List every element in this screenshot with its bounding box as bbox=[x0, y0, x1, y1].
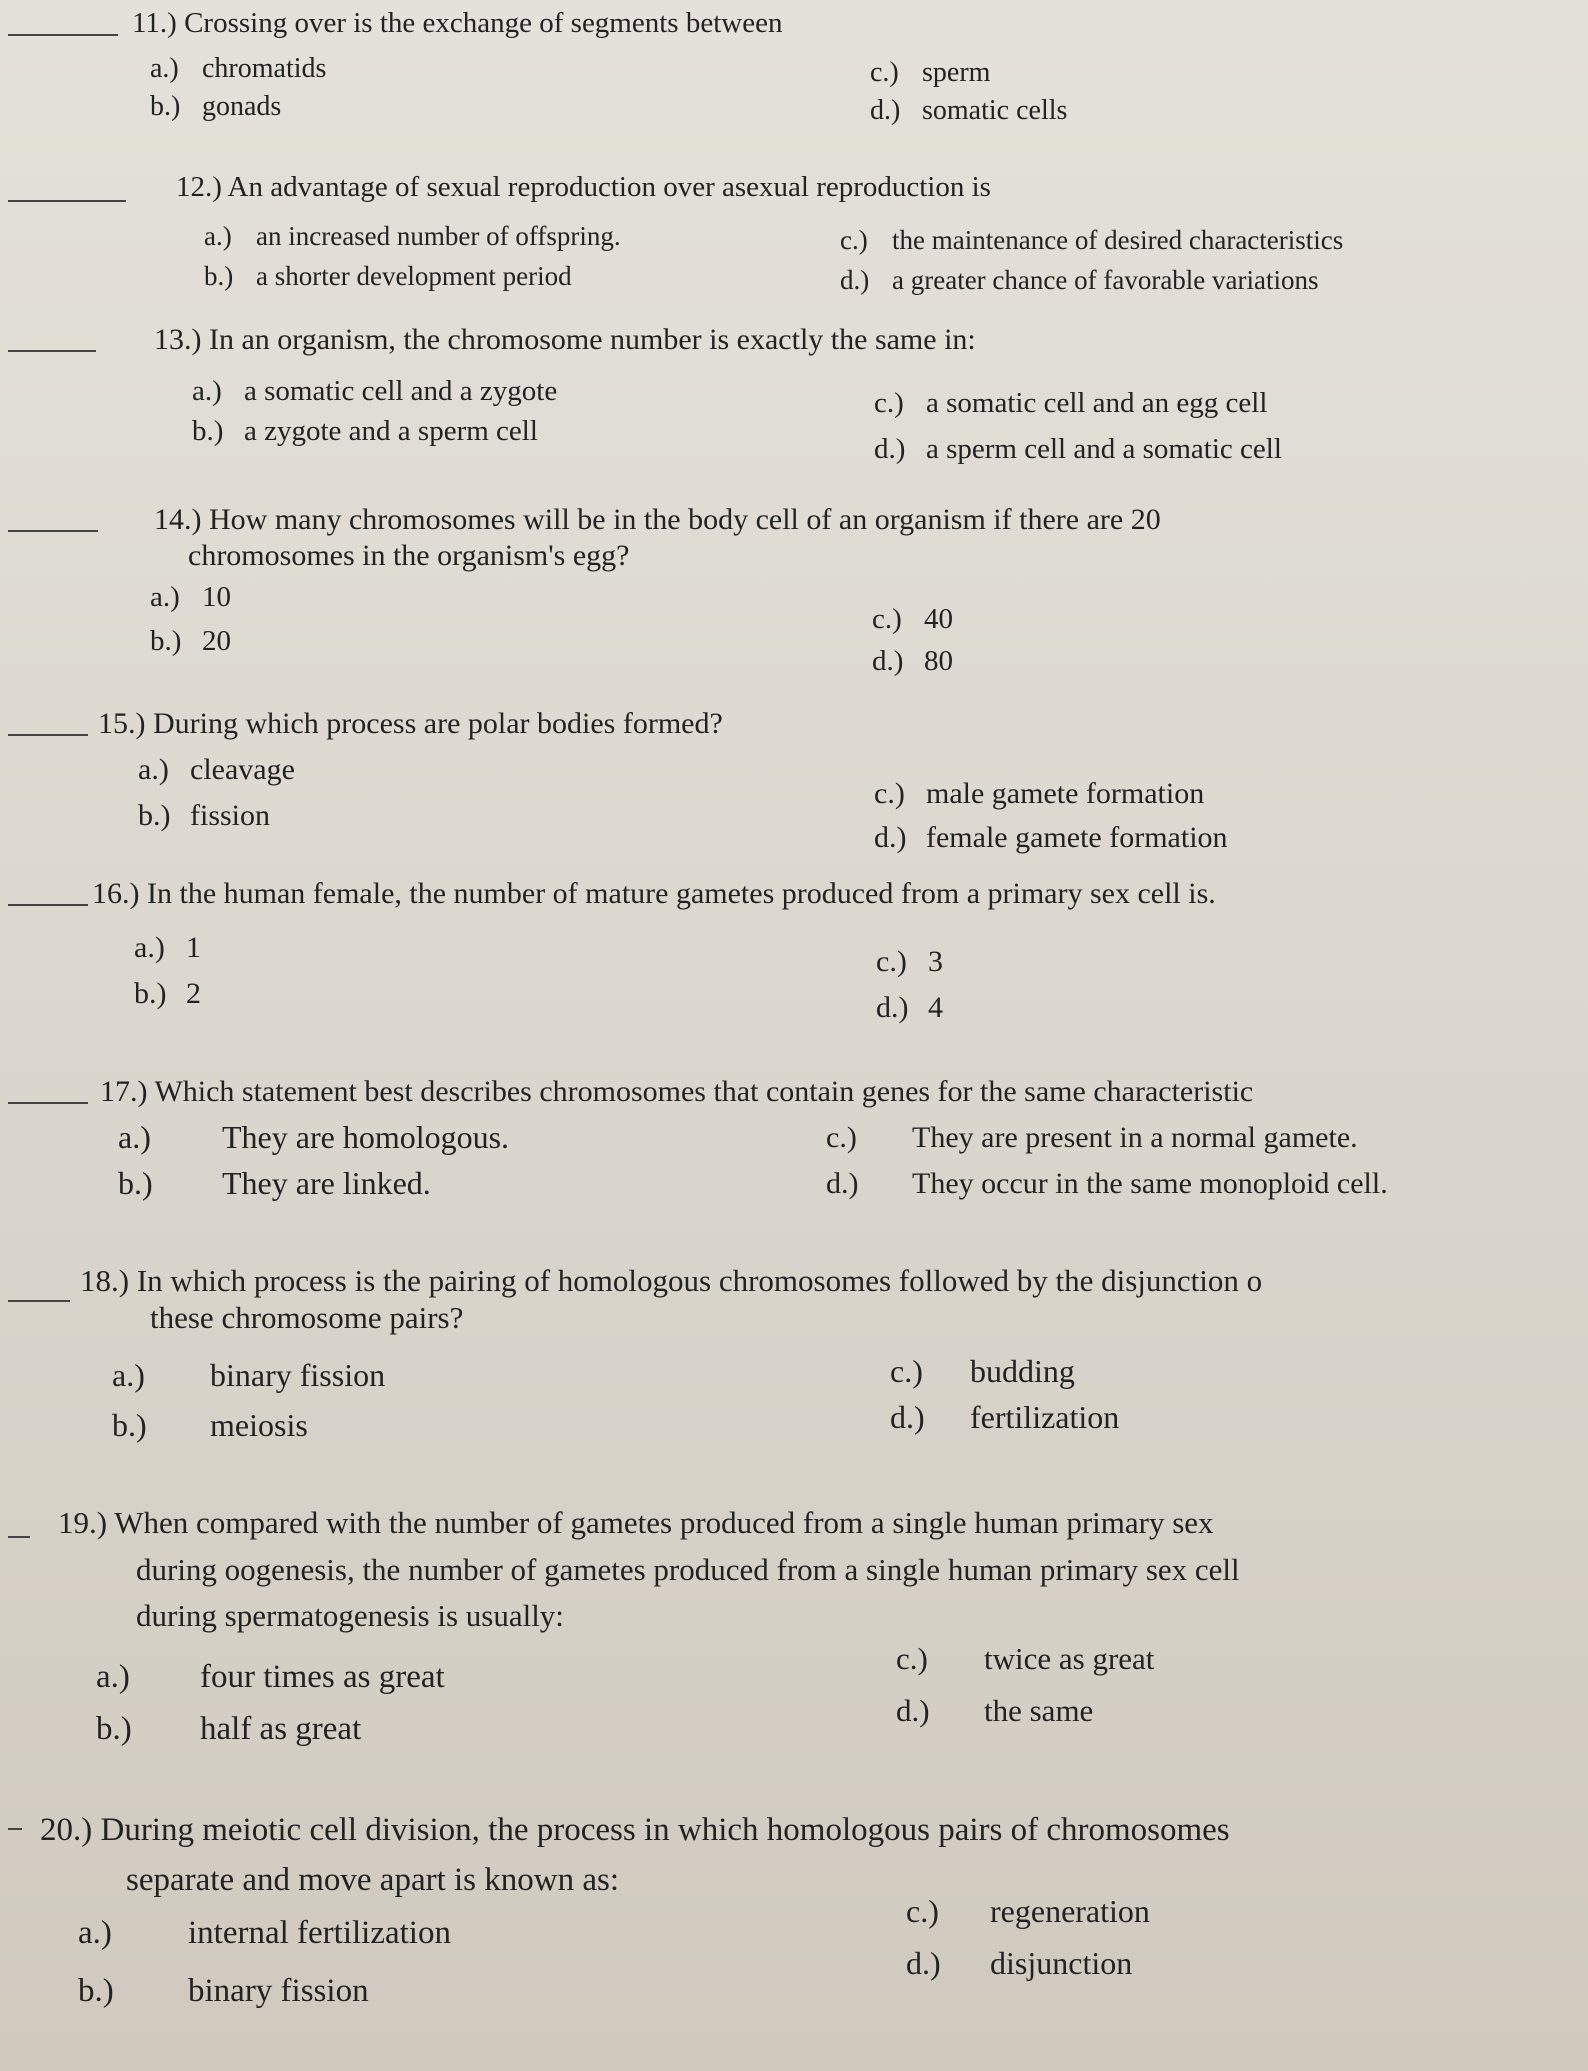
option-letter: d.) bbox=[906, 1945, 941, 1981]
option-b[interactable] bbox=[96, 1710, 361, 1750]
option-c[interactable] bbox=[906, 1892, 1150, 1930]
answer-blank[interactable] bbox=[8, 734, 88, 736]
option-text: four times as great bbox=[200, 1659, 445, 1695]
option-b[interactable] bbox=[118, 1164, 431, 1202]
option-a[interactable] bbox=[138, 752, 295, 788]
option-a[interactable] bbox=[150, 52, 326, 86]
option-a[interactable] bbox=[112, 1356, 385, 1394]
option-d[interactable] bbox=[826, 1166, 1388, 1202]
option-letter: d.) bbox=[876, 991, 909, 1024]
option-a[interactable] bbox=[96, 1658, 445, 1698]
option-text: 2 bbox=[186, 977, 201, 1010]
option-letter: b.) bbox=[192, 415, 224, 447]
option-letter: d.) bbox=[874, 821, 907, 854]
question-line-2: during oogenesis, the number of gametes produced from a single human primary sex cell bbox=[136, 1551, 1240, 1587]
option-text: a sperm cell and a somatic cell bbox=[926, 433, 1282, 465]
option-letter: b.) bbox=[204, 261, 234, 291]
question-text bbox=[80, 1262, 1262, 1336]
option-text: 4 bbox=[928, 991, 943, 1024]
option-d[interactable] bbox=[890, 1398, 1119, 1436]
option-b[interactable] bbox=[192, 414, 538, 449]
option-letter: a.) bbox=[138, 753, 169, 786]
answer-blank[interactable] bbox=[8, 1300, 70, 1302]
question-line-3: during spermatogenesis is usually: bbox=[136, 1598, 564, 1633]
option-text: the maintenance of desired characteristics bbox=[892, 225, 1344, 255]
option-text: meiosis bbox=[210, 1407, 308, 1443]
option-c[interactable] bbox=[872, 602, 953, 637]
option-text: sperm bbox=[922, 57, 991, 88]
option-text: regeneration bbox=[990, 1893, 1150, 1929]
option-text: fission bbox=[190, 799, 271, 832]
option-a[interactable] bbox=[204, 220, 621, 252]
option-text: gonads bbox=[202, 91, 282, 122]
option-text: a somatic cell and an egg cell bbox=[926, 387, 1268, 419]
option-letter: d.) bbox=[896, 1693, 930, 1728]
option-text: a greater chance of favorable variations bbox=[892, 265, 1319, 295]
option-d[interactable] bbox=[874, 820, 1228, 856]
option-letter: d.) bbox=[870, 95, 901, 126]
option-d[interactable] bbox=[896, 1692, 1093, 1729]
option-letter: d.) bbox=[840, 265, 870, 295]
option-text: They occur in the same monoploid cell. bbox=[912, 1167, 1388, 1200]
option-text: They are homologous. bbox=[222, 1119, 510, 1155]
option-d[interactable] bbox=[906, 1944, 1132, 1982]
answer-blank[interactable] bbox=[8, 1102, 88, 1104]
option-letter: b.) bbox=[78, 1973, 114, 2009]
option-letter: a.) bbox=[192, 375, 222, 407]
question-line-1: 14.) How many chromosomes will be in the body cell of an organism if there are 20 bbox=[154, 503, 1161, 536]
option-d[interactable] bbox=[840, 264, 1319, 296]
question-line-1: 20.) During meiotic cell division, the process in which homologous pairs of chromosomes bbox=[40, 1812, 1230, 1848]
option-letter: a.) bbox=[150, 581, 180, 613]
option-letter: d.) bbox=[890, 1399, 925, 1435]
option-text: a shorter development period bbox=[256, 261, 572, 291]
answer-blank[interactable] bbox=[8, 904, 88, 906]
option-text: fertilization bbox=[970, 1399, 1120, 1435]
option-text: somatic cells bbox=[922, 95, 1068, 126]
option-text: the same bbox=[984, 1693, 1094, 1728]
option-letter: c.) bbox=[874, 387, 904, 419]
option-text: an increased number of offspring. bbox=[256, 221, 621, 251]
option-text: binary fission bbox=[188, 1973, 369, 2009]
question-text bbox=[58, 1500, 1240, 1640]
option-letter: c.) bbox=[840, 225, 868, 255]
option-letter: c.) bbox=[890, 1353, 923, 1389]
question-text: 12.) An advantage of sexual reproduction over asexual reproduction is bbox=[176, 171, 991, 203]
option-letter: c.) bbox=[870, 57, 899, 88]
option-b[interactable] bbox=[112, 1406, 308, 1444]
option-a[interactable] bbox=[118, 1118, 509, 1156]
option-text: a zygote and a sperm cell bbox=[244, 415, 538, 447]
option-text: male gamete formation bbox=[926, 777, 1205, 810]
option-letter: a.) bbox=[112, 1357, 145, 1393]
option-letter: d.) bbox=[872, 645, 904, 677]
question-line-1: 18.) In which process is the pairing of homologous chromosomes followed by the disjunction o bbox=[80, 1263, 1263, 1298]
question-text: 15.) During which process are polar bodies formed? bbox=[98, 707, 723, 740]
option-text: 10 bbox=[202, 581, 231, 613]
option-text: They are present in a normal gamete. bbox=[912, 1121, 1358, 1154]
option-letter: c.) bbox=[906, 1893, 939, 1929]
option-d[interactable] bbox=[876, 990, 943, 1026]
answer-blank[interactable] bbox=[8, 530, 98, 532]
answer-blank[interactable] bbox=[8, 34, 118, 36]
option-d[interactable] bbox=[874, 432, 1282, 467]
option-text: budding bbox=[970, 1353, 1075, 1389]
question-text: 17.) Which statement best describes chromosomes that contain genes for the same characteristic bbox=[100, 1075, 1254, 1108]
option-letter: b.) bbox=[150, 91, 181, 122]
option-letter: a.) bbox=[204, 221, 232, 251]
option-text: a somatic cell and a zygote bbox=[244, 375, 558, 407]
option-text: 1 bbox=[186, 931, 201, 964]
option-a[interactable] bbox=[192, 374, 557, 409]
question-text: 11.) Crossing over is the exchange of segments between bbox=[132, 7, 783, 39]
option-text: 3 bbox=[928, 945, 943, 978]
option-letter: d.) bbox=[874, 433, 906, 465]
option-a[interactable] bbox=[134, 930, 201, 966]
question-line-2: separate and move apart is known as: bbox=[126, 1861, 620, 1898]
option-c[interactable] bbox=[896, 1640, 1154, 1677]
option-text: 20 bbox=[202, 625, 231, 657]
question-text: 13.) In an organism, the chromosome number is exactly the same in: bbox=[154, 323, 976, 356]
option-a[interactable] bbox=[150, 580, 231, 615]
option-b[interactable] bbox=[150, 90, 281, 124]
option-letter: b.) bbox=[118, 1165, 153, 1201]
option-text: internal fertilization bbox=[188, 1915, 451, 1951]
question-line-2: chromosomes in the organism's egg? bbox=[188, 539, 630, 572]
option-text: 40 bbox=[924, 603, 953, 635]
option-c[interactable] bbox=[826, 1120, 1358, 1156]
option-c[interactable] bbox=[874, 386, 1267, 421]
option-text: half as great bbox=[200, 1711, 362, 1747]
option-b[interactable] bbox=[138, 798, 270, 834]
answer-blank[interactable] bbox=[8, 200, 126, 202]
option-letter: c.) bbox=[874, 777, 905, 810]
option-letter: b.) bbox=[138, 799, 171, 832]
option-letter: a.) bbox=[78, 1915, 112, 1951]
option-letter: b.) bbox=[150, 625, 182, 657]
option-b[interactable] bbox=[150, 624, 231, 659]
option-text: chromatids bbox=[202, 53, 327, 84]
question-line-2: these chromosome pairs? bbox=[150, 1300, 464, 1336]
option-b[interactable] bbox=[78, 1972, 369, 2012]
answer-blank[interactable] bbox=[8, 350, 96, 352]
option-b[interactable] bbox=[134, 976, 201, 1012]
option-letter: c.) bbox=[896, 1641, 928, 1676]
option-letter: b.) bbox=[96, 1711, 132, 1747]
question-text bbox=[154, 502, 1161, 574]
option-letter: b.) bbox=[112, 1407, 147, 1443]
option-text: binary fission bbox=[210, 1357, 386, 1393]
question-line-1: 19.) When compared with the number of gametes produced from a single human primary sex bbox=[58, 1505, 1214, 1540]
option-c[interactable] bbox=[840, 224, 1343, 256]
option-letter: a.) bbox=[118, 1119, 151, 1155]
option-d[interactable] bbox=[870, 94, 1067, 128]
option-text: disjunction bbox=[990, 1945, 1133, 1981]
option-letter: d.) bbox=[826, 1167, 859, 1200]
option-a[interactable] bbox=[78, 1914, 451, 1954]
question-text: 16.) In the human female, the number of mature gametes produced from a primary sex cell is. bbox=[92, 877, 1216, 910]
option-c[interactable] bbox=[876, 944, 943, 980]
option-letter: a.) bbox=[150, 53, 179, 84]
option-d[interactable] bbox=[872, 644, 953, 679]
question-text bbox=[40, 1806, 1230, 1905]
option-letter: c.) bbox=[876, 945, 907, 978]
option-letter: c.) bbox=[872, 603, 902, 635]
option-c[interactable] bbox=[890, 1352, 1075, 1390]
option-letter: a.) bbox=[96, 1659, 130, 1695]
answer-blank[interactable] bbox=[8, 1536, 30, 1538]
option-c[interactable] bbox=[870, 56, 990, 90]
option-letter: c.) bbox=[826, 1121, 857, 1154]
option-text: 80 bbox=[924, 645, 953, 677]
option-text: female gamete formation bbox=[926, 821, 1228, 854]
option-b[interactable] bbox=[204, 260, 572, 292]
option-text: cleavage bbox=[190, 753, 295, 786]
option-letter: a.) bbox=[134, 931, 165, 964]
option-c[interactable] bbox=[874, 776, 1204, 812]
option-text: twice as great bbox=[984, 1641, 1155, 1676]
option-letter: b.) bbox=[134, 977, 167, 1010]
answer-blank[interactable] bbox=[8, 1828, 22, 1830]
option-text: They are linked. bbox=[222, 1165, 431, 1201]
